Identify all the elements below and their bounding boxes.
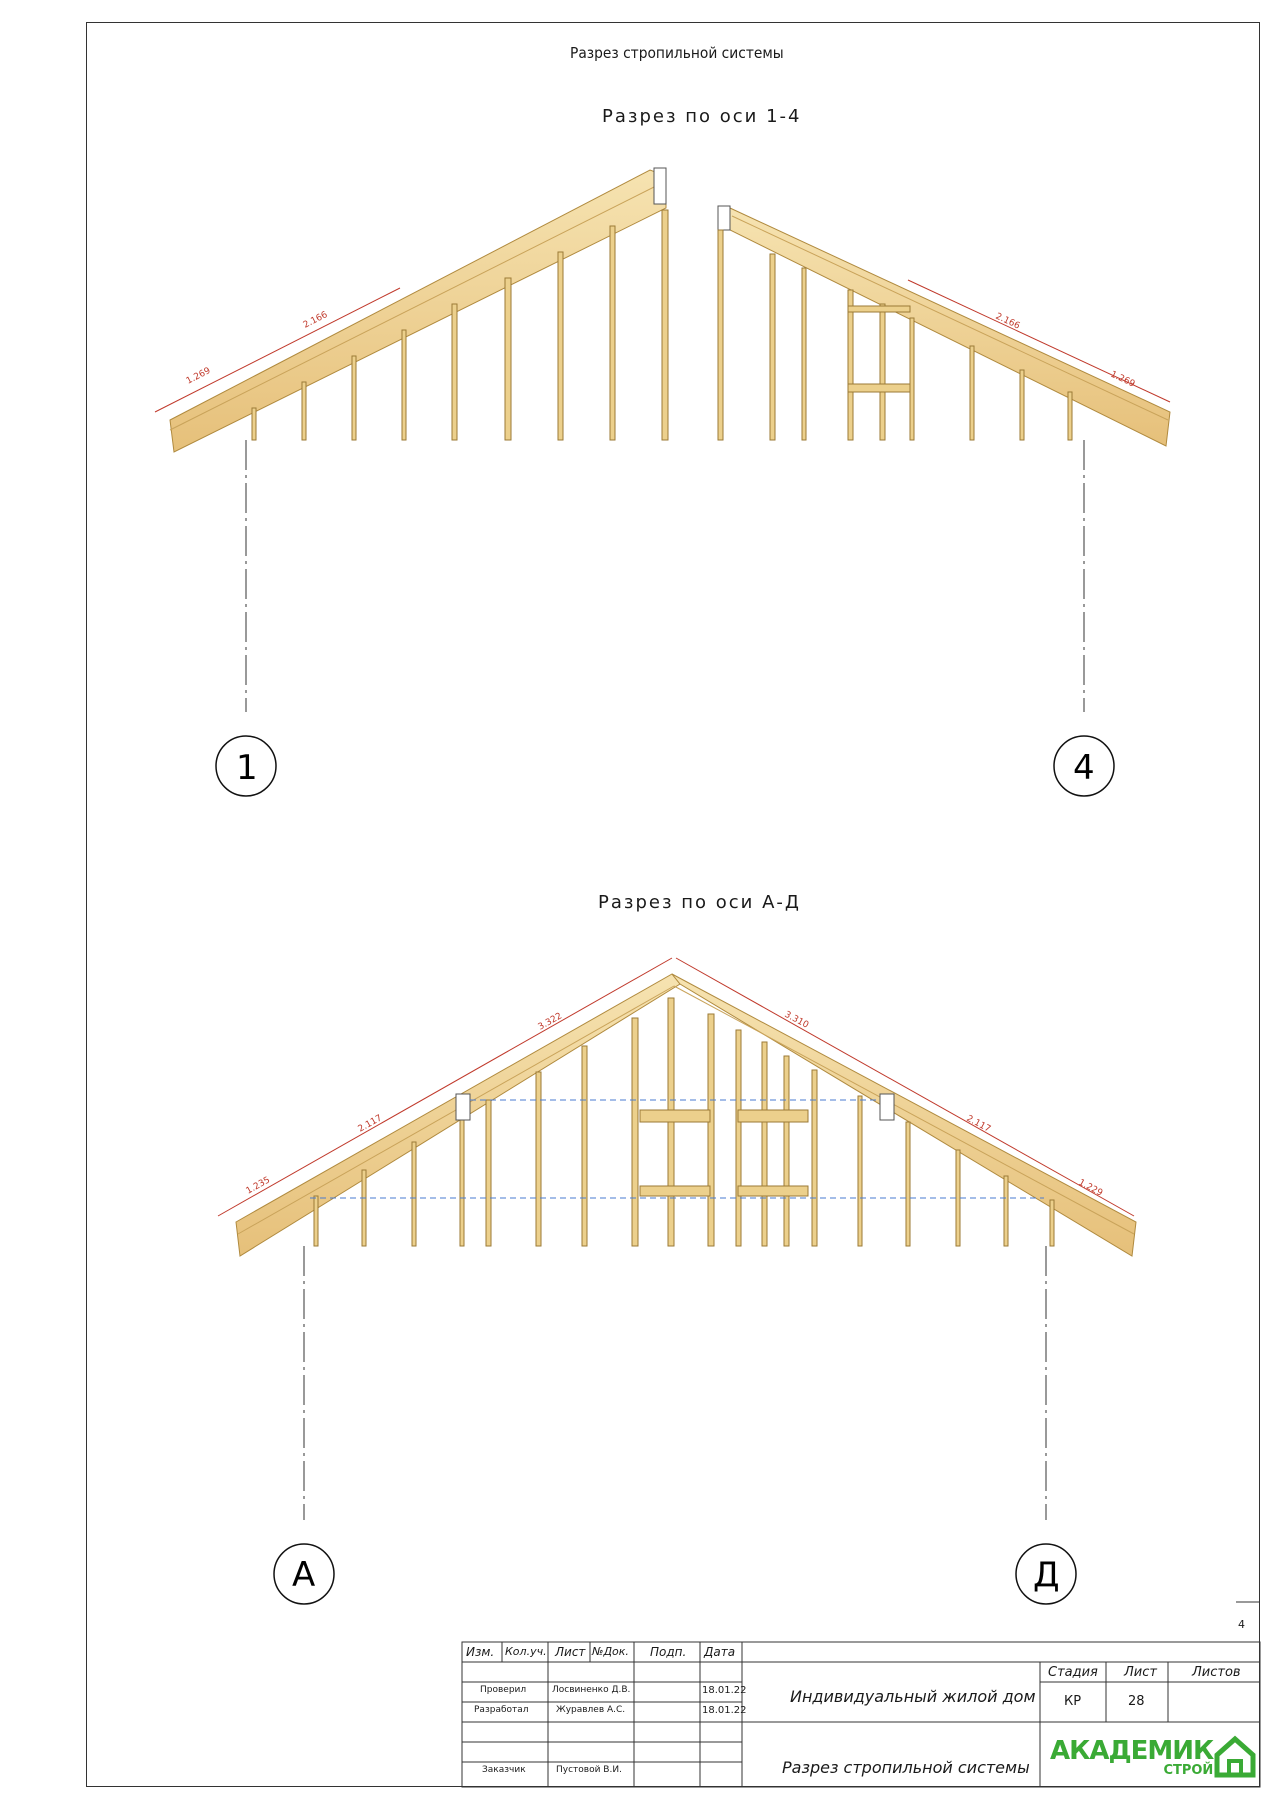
dim-text: 1.269 [1108, 369, 1137, 390]
tb-header-list: Лист [555, 1645, 586, 1659]
axis-label-4: 4 [1073, 748, 1095, 788]
sheet-title: Разрез стропильной системы [570, 44, 784, 62]
tb-header-doc: №Док. [592, 1645, 629, 1658]
tb-role: Проверил [480, 1685, 527, 1695]
tb-stage-header: Стадия [1048, 1665, 1098, 1680]
section-1-title: Разрез по оси 1-4 [602, 106, 802, 127]
tb-name: Пустовой В.И. [556, 1765, 622, 1775]
tb-header-date: Дата [704, 1645, 736, 1659]
dim-text: 3.310 [782, 1009, 811, 1031]
axis-label-1: 1 [236, 748, 258, 788]
dim-text: 2.117 [964, 1113, 993, 1135]
dim-text: 1.269 [184, 366, 213, 387]
tb-role: Заказчик [482, 1765, 526, 1775]
logo-line2: СТРОЙ [1163, 1762, 1214, 1778]
dim-text: 1.235 [244, 1175, 272, 1197]
page-marker: 4 [1238, 1618, 1245, 1631]
tb-date: 18.01.22 [702, 1705, 747, 1716]
tb-date: 18.01.22 [702, 1685, 747, 1696]
tb-role: Разработал [474, 1705, 529, 1715]
tb-header-izm: Изм. [466, 1645, 495, 1659]
tb-project: Индивидуальный жилой дом [790, 1687, 1036, 1706]
dim-text: 2.166 [993, 311, 1022, 332]
tb-name: Лосвиненко Д.В. [552, 1685, 631, 1695]
logo-line1: АКАДЕМИК [1050, 1735, 1214, 1766]
dim-text: 1.229 [1076, 1177, 1105, 1199]
dim-text: 2.117 [356, 1113, 384, 1135]
tb-stage: КР [1064, 1694, 1082, 1709]
tb-drawing: Разрез стропильной системы [782, 1758, 1030, 1777]
dim-text: 3.322 [536, 1011, 564, 1033]
tb-sheets-header: Листов [1192, 1665, 1241, 1680]
company-logo [1050, 1735, 1257, 1779]
dim-text: 2.166 [301, 310, 330, 331]
tb-header-kol: Кол.уч. [505, 1645, 547, 1658]
axis-label-d: Д [1033, 1555, 1060, 1595]
section-2-title: Разрез по оси А-Д [598, 892, 801, 913]
tb-header-podp: Подп. [650, 1645, 687, 1659]
axis-label-a: А [292, 1555, 316, 1595]
tb-sheet-header: Лист [1124, 1665, 1157, 1680]
house-icon [1213, 1735, 1257, 1779]
tb-name: Журавлев А.С. [556, 1705, 626, 1715]
tb-sheet: 28 [1128, 1694, 1145, 1709]
